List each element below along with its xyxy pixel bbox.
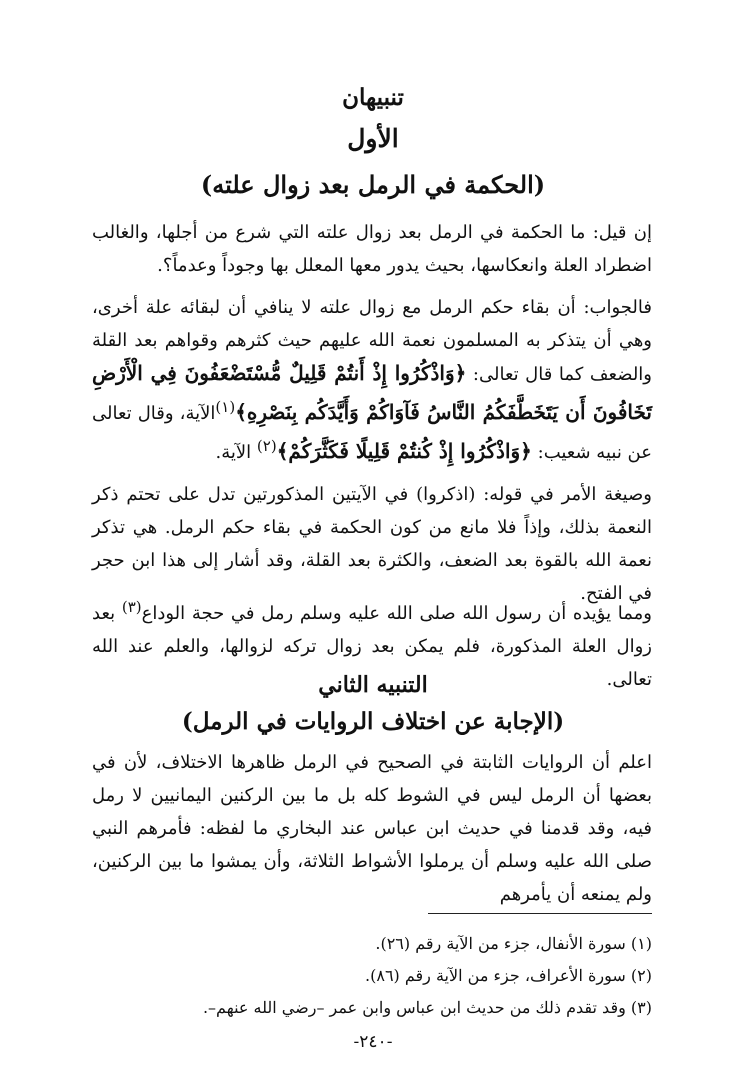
footnote-ref-3: (٣) [121,598,142,616]
second-note-title: (الإجابة عن اختلاف الروايات في الرمل) [181,708,565,735]
subheading-second: التنبيه الثاني [318,672,428,698]
footnote-2: (٢) سورة الأعراف، جزء من الآية رقم (٨٦). [365,966,652,985]
support-text-b: بعد زوال العلة المذكورة، فلم يمكن بعد زوال تركه لزوالها، والعلم عند الله تعالى. [92,603,652,690]
section-heading-tanbihan: تنبيهان [342,84,404,111]
first-note-title: (الحكمة في الرمل بعد زوال علته) [200,170,546,199]
answer-text-c: الآية. [215,442,252,463]
page-number: -٢٤٠- [353,1032,393,1052]
footnotes-list [92,928,652,1024]
support-text-a: ومما يؤيده أن رسول الله صلى الله عليه وسلم رمل في حجة الوداع [141,603,652,624]
answer-text-b: الآية، وقال تعالى عن نبيه شعيب: [92,403,652,463]
footnote-3: (٣) وقد تقدم ذلك من حديث ابن عباس وابن عمر –رضي الله عنهم–. [202,998,652,1017]
footnote-ref-1: (١) [215,398,236,416]
footnote-separator [428,913,652,914]
paragraph-command-form: وصيغة الأمر في قوله: (اذكروا) في الآيتين المذكورتين تدل على تحتم ذكر النعمة بذلك، وإذاً فلا مانع من كون الحكمة في بقاء حكم الرمل. هي تذكر نعمة الله بالقوة بعد الضعف، والكثرة بعد القلة، وقد أشار إلى هذا ابن حجر في الفتح. [92,484,652,604]
footnote-1: (١) سورة الأنفال، جزء من الآية رقم (٢٦). [375,934,652,953]
answer-text-a: فالجواب: أن بقاء حكم الرمل مع زوال علته لا ينافي أن لبقائه علة أخرى، وهي أن يتذكر به المسلمون نعمة الله عليهم حيث كثرهم وقواهم بعد القلة والضعف كما قال تعالى: [92,297,652,385]
subheading-first: الأول [347,124,399,153]
quran-verse-anfal: ﴿وَاذْكُرُوا إِذْ أَنتُمْ قَلِيلٌ مُّسْتَضْعَفُونَ فِي الْأَرْضِ تَخَافُونَ أَن يَتَخَطَّفَكُمُ النَّاسُ فَآوَاكُمْ وَأَيَّدَكُم بِنَصْرِهِ﴾ [92,361,652,424]
paragraph-narrations: اعلم أن الروايات الثابتة في الصحيح في الرمل ظاهرها الاختلاف، لأن في بعضها أن الرمل ليس في الشوط كله بل ما بين الركنين اليمانيين لا رمل فيه، وقد قدمنا في حديث ابن عباس عند البخاري ما لفظه: فأمرهم النبي صلى الله عليه وسلم أن يرملوا الأشواط الثلاثة، وأن يمشوا ما بين الركنين، ولم يمنعه أن يأمرهم [92,752,652,905]
footnote-ref-2: (٢) [256,437,277,455]
paragraph-question: إن قيل: ما الحكمة في الرمل بعد زوال علته التي شرع من أجلها، والغالب اضطراد العلة وانعكاسها، بحيث يدور معها المعلل بها وجوداً وعدماً؟. [92,222,652,276]
paragraph-answer [92,291,652,469]
quran-verse-araf: ﴿وَاذْكُرُوا إِذْ كُنتُمْ قَلِيلًا فَكَثَّرَكُمْ﴾ [276,439,532,463]
